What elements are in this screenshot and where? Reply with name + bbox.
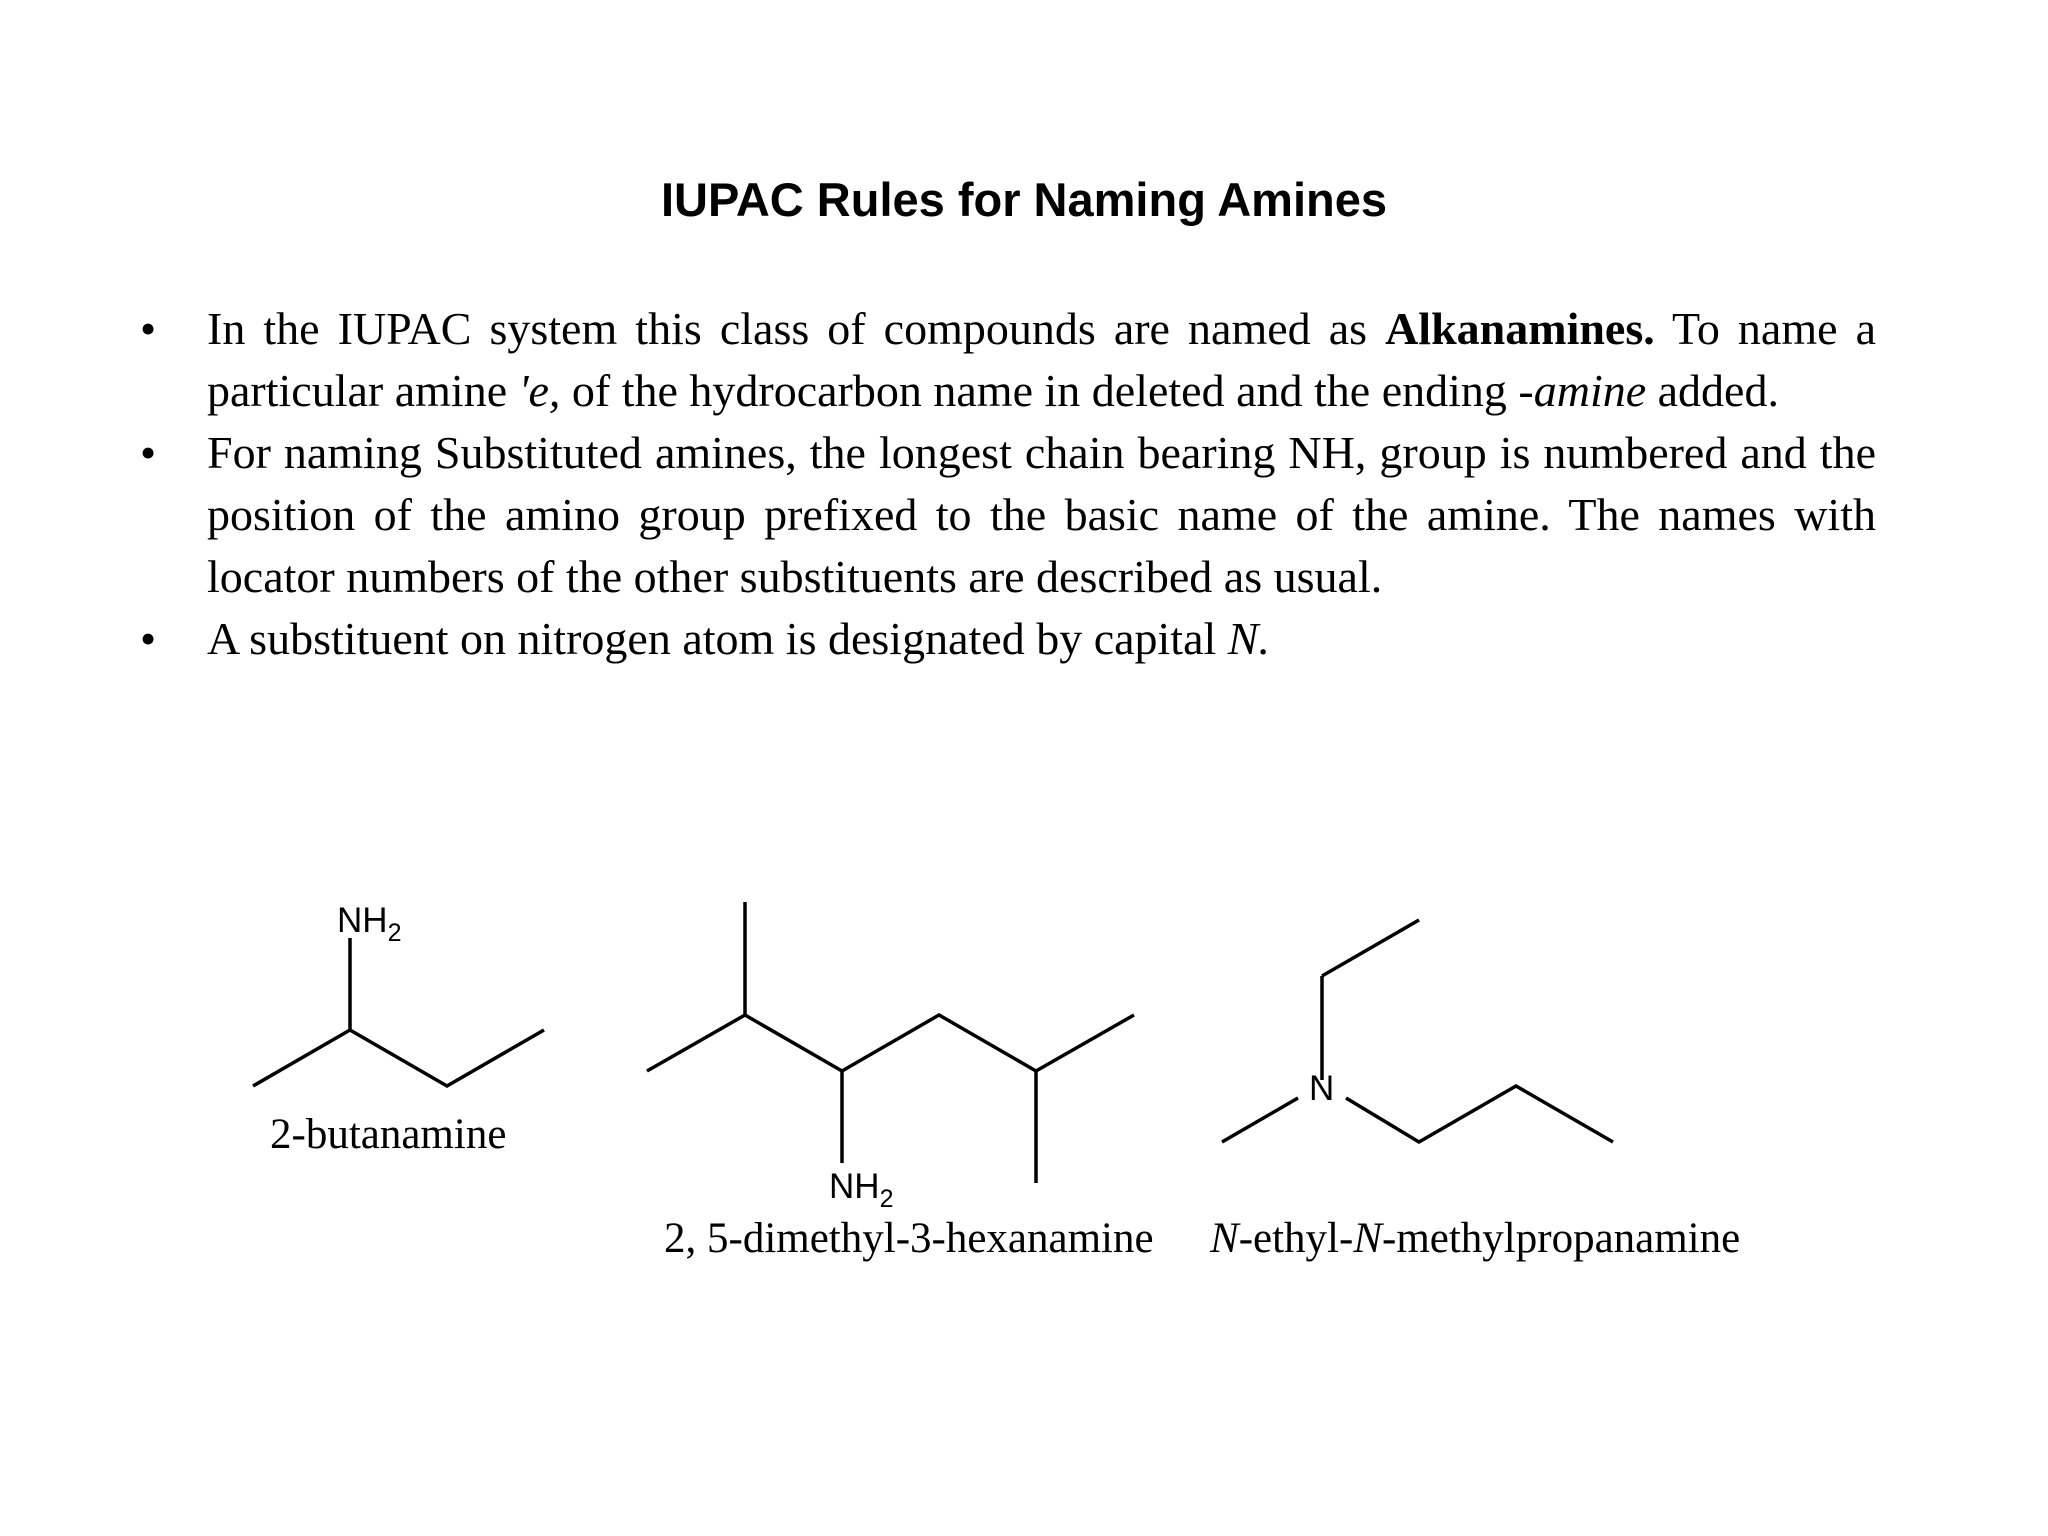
structure-propanamine bbox=[1209, 920, 1740, 1262]
propanamine-ethyl-bond-2 bbox=[1322, 920, 1419, 976]
bullet-marker: • bbox=[140, 427, 157, 478]
propanamine-methyl-bond bbox=[1222, 1098, 1298, 1142]
structure-hexanamine bbox=[647, 902, 1154, 1262]
hexanamine-carbon-chain bbox=[647, 1015, 1134, 1071]
bullet-text: Alkanamines. bbox=[1385, 303, 1655, 354]
bullet-text: N. bbox=[1227, 613, 1270, 664]
bullet-text: of the hydrocarbon name in deleted and the ending - bbox=[560, 365, 1534, 416]
bullet-text: amine bbox=[1533, 365, 1647, 416]
bullet-text: added. bbox=[1646, 365, 1779, 416]
bullet-text: To name a particular amine bbox=[207, 303, 1876, 416]
bullet-text: In the IUPAC system this class of compounds are named as bbox=[207, 303, 1386, 354]
butanamine-carbon-chain bbox=[253, 1030, 544, 1086]
bullet-text: A substituent on nitrogen atom is designated by capital bbox=[207, 613, 1228, 664]
hexanamine-nh2-label: $NH_2$ bbox=[829, 1167, 894, 1213]
slide-title: IUPAC Rules for Naming Amines bbox=[661, 173, 1387, 226]
bullet-marker: • bbox=[140, 613, 157, 664]
caption-hexanamine: 2, 5-dimethyl-3-hexanamine bbox=[664, 1215, 1154, 1262]
caption-2-butanamine: 2-butanamine bbox=[270, 1111, 507, 1158]
bullet-text: 'e, bbox=[518, 365, 561, 416]
propanamine-n-label: N bbox=[1309, 1069, 1335, 1108]
bullet-text: For naming Substituted amines, the longest chain bearing NH, group is numbered and the position of the amino group prefixed to the basic name of the amine. The names with locator numbers of the other substituents are described as usual. bbox=[207, 427, 1876, 602]
structure-2-butanamine bbox=[253, 901, 544, 1158]
caption-propanamine: N-ethyl-N-methylpropanamine bbox=[1210, 1215, 1741, 1262]
bullet-marker: • bbox=[140, 303, 157, 354]
butanamine-nh2-label: $NH_2$ bbox=[337, 901, 402, 947]
propanamine-propyl-chain bbox=[1346, 1086, 1613, 1142]
